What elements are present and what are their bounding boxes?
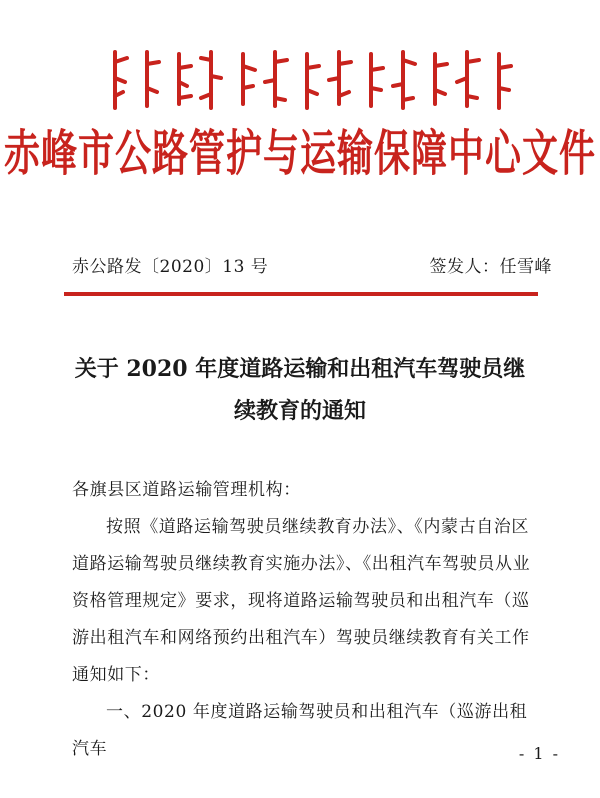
notice-title-line-2: 续教育的通知 (233, 398, 366, 424)
notice-title (50, 348, 550, 432)
signer: 签发人：任雪峰 (429, 257, 552, 277)
page-number: - 1 - (518, 744, 560, 763)
agency-title: 赤峰市公路管护与运输保障中心文件 (3, 126, 596, 182)
salutation: 各旗县区道路运输管理机构： (72, 480, 301, 500)
mongolian-script-header (105, 48, 525, 112)
body-paragraph-2: 一、2020 年度道路运输驾驶员和出租汽车（巡游出租汽车 (72, 702, 528, 759)
red-divider-line (64, 292, 538, 296)
document-body (72, 472, 542, 768)
body-paragraph-1: 按照《道路运输驾驶员继续教育办法》、《内蒙古自治区道路运输驾驶员继续教育实施办法》、《出租汽车驾驶员从业资格管理规定》要求，现将道路运输驾驶员和出租汽车（巡游出租汽车和网络预约出租汽车）驾驶员继续教育有关工作通知如下： (72, 517, 531, 685)
notice-title-line-1: 关于 2020 年度道路运输和出租汽车驾驶员继 (74, 356, 526, 382)
document-number: 赤公路发〔2020〕13 号 (72, 257, 269, 277)
